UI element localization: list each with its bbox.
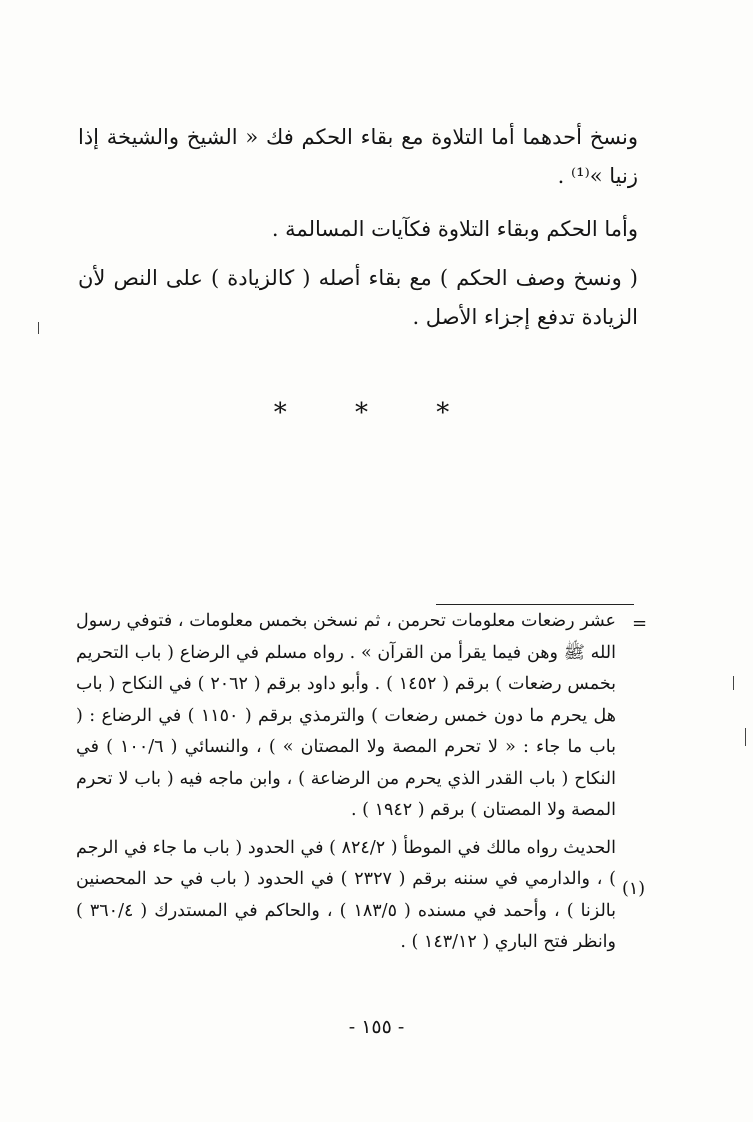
section-separator: * * *	[273, 398, 480, 428]
paragraph-abrogation-description: ( ونسخ وصف الحكم ) مع بقاء أصله ( كالزيادة ) على النص لأن الزيادة تدفع إجزاء الأصل .	[78, 266, 638, 329]
margin-mark	[733, 676, 734, 690]
footnote-1: الحديث رواه مالك في الموطأ ( ٨٢٤/٢ ) في الحدود ( باب ما جاء في الرجم ) ، والدارمي في سننه برقم ( ٢٣٢٧ ) في الحدود ( باب في حد المحصنين بالزنا ) ، وأحمد في مسنده ( ١٨٣/٥ ) ، والحاكم في المستدرك ( ٣٦٠/٤ ) وانظر فتح الباري ( ١٤٣/١٢ ) .	[76, 837, 617, 952]
footnote-continuation-mark: =	[632, 613, 648, 634]
footnote-continuation: عشر رضعات معلومات تحرمن ، ثم نسخن بخمس معلومات ، فتوفي رسول الله ﷺ وهن فيما يقرأ من القرآن » . رواه مسلم في الرضاع ( باب التحريم بخمس رضعات ) برقم ( ١٤٥٢ ) . وأبو داود برقم ( ٢٠٦٢ ) في النكاح ( باب هل يحرم ما دون خمس رضعات ) والترمذي برقم ( ١١٥٠ ) في الرضاع : ( باب ما جاء : « لا تحرم المصة ولا المصتان » ) ، والنسائي ( ١٠٠/٦ ) في النكاح ( باب القدر الذي يحرم من الرضاعة ) ، وابن ماجه فيه ( باب لا تحرم المصة ولا المصتان ) برقم ( ١٩٤٢ ) .	[76, 611, 616, 820]
footnote-1-number: (١)	[622, 879, 646, 899]
margin-mark	[745, 728, 746, 746]
paragraph-abrogation-recitation: ونسخ أحدهما أما التلاوة مع بقاء الحكم فك « الشيخ والشيخة إذا زنيا »⁽¹⁾ .	[78, 125, 638, 188]
footnotes	[76, 606, 616, 959]
footnote-rule	[436, 604, 634, 605]
page-number: - ١٥٥ -	[348, 1016, 405, 1038]
paragraph-abrogation-ruling: وأما الحكم وبقاء التلاوة فكآيات المسالمة .	[271, 217, 638, 241]
main-text	[78, 118, 638, 337]
margin-mark	[38, 322, 39, 334]
